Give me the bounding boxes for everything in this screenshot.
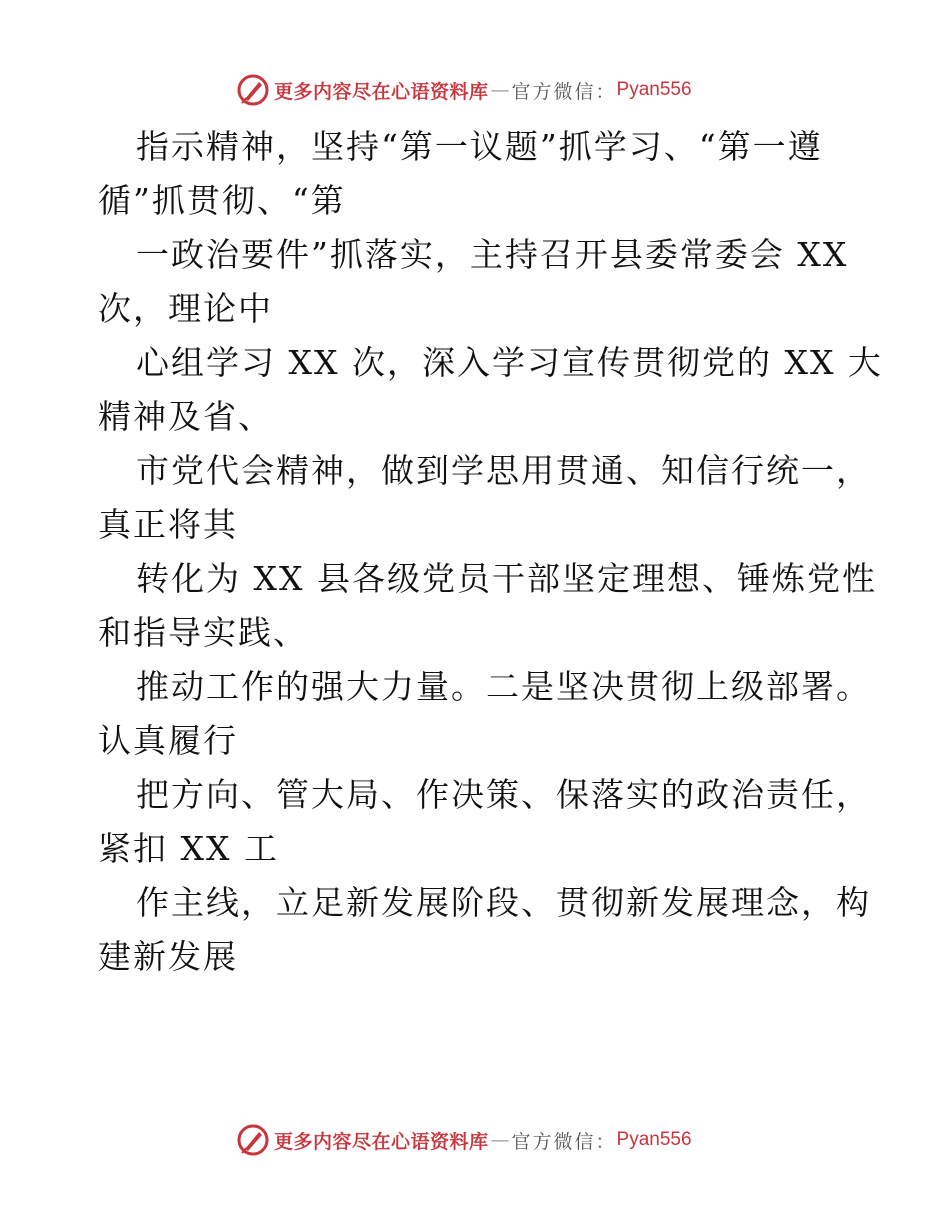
text-line: 循”抓贯彻、“第 — [98, 181, 346, 220]
header-wechat-label: 官方微信： — [511, 80, 617, 103]
text-line: 市党代会精神，做到学思用贯通、知信行统一， — [136, 451, 871, 490]
header-banner — [236, 72, 756, 108]
text-line: 指示精神，坚持“第一议题”抓学习、“第一遵 — [136, 127, 823, 166]
quill-logo-icon — [236, 73, 270, 107]
text-line: 和指导实践、 — [98, 613, 308, 652]
footer-brand-text: 更多内容尽在心语资料库 — [274, 1130, 489, 1153]
text-line: 建新发展 — [98, 937, 238, 976]
footer-wechat-label: 官方微信： — [511, 1130, 617, 1153]
footer-dash: — — [490, 1129, 510, 1151]
header-wechat-id: Pyan556 — [616, 79, 692, 100]
text-line: 一政治要件”抓落实，主持召开县委常委会 XX — [136, 235, 849, 274]
footer-wechat-id: Pyan556 — [616, 1129, 692, 1150]
text-line: 认真履行 — [98, 721, 238, 760]
text-line: 次，理论中 — [98, 289, 273, 328]
text-line: 推动工作的强大力量。二是坚决贯彻上级部署。 — [136, 667, 871, 706]
footer-banner — [236, 1122, 756, 1158]
quill-logo-icon — [236, 1123, 270, 1157]
text-line: 转化为 XX 县各级党员干部坚定理想、锤炼党性 — [136, 559, 877, 598]
body-text — [98, 120, 883, 984]
text-line: 心组学习 XX 次，深入学习宣传贯彻党的 XX 大 — [136, 343, 883, 382]
text-line: 把方向、管大局、作决策、保落实的政治责任， — [136, 775, 871, 814]
header-brand-text: 更多内容尽在心语资料库 — [274, 80, 489, 103]
header-dash: — — [490, 79, 510, 101]
text-line: 紧扣 XX 工 — [98, 829, 279, 868]
text-line: 精神及省、 — [98, 397, 273, 436]
text-line: 作主线，立足新发展阶段、贯彻新发展理念，构 — [136, 883, 871, 922]
text-line: 真正将其 — [98, 505, 238, 544]
